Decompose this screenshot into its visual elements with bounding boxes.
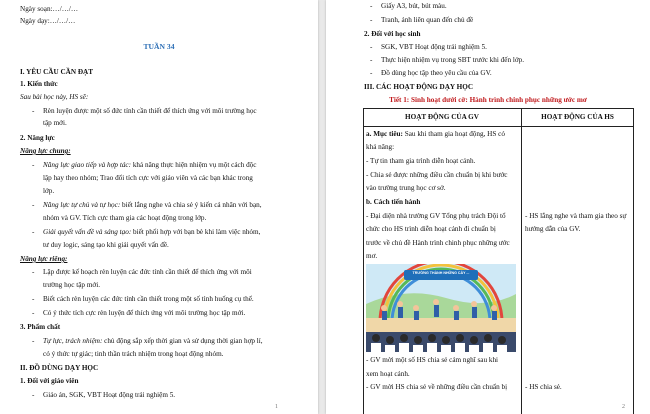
procedure-line-4: mơ. [366, 252, 378, 260]
procedure-line-3: trước về chủ đề Hành trình chinh phục những ước [366, 239, 510, 247]
student-item-3: Đồ dùng học tập theo yêu cầu của GV. [381, 69, 492, 77]
specific-item-3: Có ý thức tích cực rèn luyện để thích ứng với môi trường học tập mới. [43, 309, 246, 317]
competence-item-3-cont: tư duy logic, sáng tạo khi giải quyết vấn đề. [43, 241, 169, 249]
bullet-dash: - [32, 228, 35, 236]
procedure-heading: b. Cách tiến hành [366, 198, 421, 206]
procedure-line-6: xem hoạt cảnh. [366, 370, 410, 378]
school-stage-illustration [366, 264, 516, 352]
student-item-1: SGK, VBT Hoạt động trải nghiệm 5. [381, 43, 487, 51]
student-activity-2: - HS chia sẻ. [525, 383, 562, 391]
bullet-dash: - [32, 107, 35, 115]
bullet-dash: - [370, 56, 373, 64]
table-border-right [633, 108, 634, 414]
table-border-top [363, 108, 634, 109]
procedure-line-7: - GV mời HS chia sẻ về những điều cần chuẩn bị [366, 383, 508, 391]
competence-item-2-cont: nhóm và GV. Tích cực tham gia các hoạt động trong lớp. [43, 214, 207, 222]
table-header-divider [363, 126, 634, 127]
specific-competence-label: Năng lực riêng: [20, 255, 68, 263]
objective-line-5: vào trường trung học cơ sở. [366, 184, 446, 192]
heading-teacher: 1. Đối với giáo viên [20, 377, 79, 385]
bullet-dash: - [32, 295, 35, 303]
specific-item-2: Biết cách rèn luyện các đức tính cần thiết trong một số tình huống cụ thể. [43, 295, 254, 303]
section-1-title: I. YÊU CẦU CẦN ĐẠT [20, 68, 94, 76]
document-page-1 [0, 0, 318, 414]
heading-knowledge: 1. Kiến thức [20, 80, 58, 88]
heading-student: 2. Đối với học sinh [364, 30, 421, 38]
section-3-title: III. CÁC HOẠT ĐỘNG DẠY HỌC [364, 83, 474, 91]
procedure-line-2: chức cho HS trình diễn hoạt cảnh đi chuẩn bị [366, 225, 496, 233]
general-competence-label: Năng lực chung: [20, 147, 71, 155]
procedure-line-5: - GV mời một số HS chia sẻ cảm nghĩ sau khi [366, 356, 499, 364]
page-number: 2 [622, 404, 625, 410]
knowledge-intro: Sau bài học này, HS sẽ: [20, 93, 89, 101]
specific-item-1-cont: trường học tập mới. [43, 281, 101, 289]
student-item-2: Thực hiện nhiệm vụ trong SBT trước khi đến lớp. [381, 56, 525, 64]
table-border-left [363, 108, 364, 414]
competence-item-2: Năng lực tự chủ và tự học: biết lắng nghe và chia sẻ ý kiến cá nhân với bạn, [43, 201, 262, 209]
bullet-dash: - [32, 201, 35, 209]
heading-qualities: 3. Phẩm chất [20, 323, 61, 331]
student-activity-1-cont: hướng dẫn của GV. [525, 225, 581, 233]
competence-item-3: Giải quyết vấn đề và sáng tạo: biết phối hợp với bạn bè khi làm việc nhóm, [43, 228, 261, 236]
illustration-banner-text: TRƯỜNG THÀNH NHỮNG CÂY ... [412, 271, 470, 275]
lesson-title: Tiết 1: Sinh hoạt dưới cờ: Hành trình chinh phục những ước mơ [389, 96, 587, 104]
knowledge-item: Rèn luyện được một số đức tính cần thiết để thích ứng với môi trường học [43, 107, 257, 115]
objective-line-2: khả năng: [366, 143, 395, 151]
quality-item: Tự lực, trách nhiệm: chủ động sắp xếp thời gian và sử dụng thời gian hợp lí, [43, 337, 263, 345]
teacher-item-2: Giấy A3, bút, bút màu. [381, 2, 447, 10]
student-activity-1: - HS lắng nghe và tham gia theo sự [525, 212, 627, 220]
section-2-title: II. ĐỒ DÙNG DẠY HỌC [20, 364, 99, 372]
document-page-2 [326, 0, 650, 414]
date-prepared: Ngày soạn:…/…/… [20, 5, 79, 13]
competence-item-1: Năng lực giao tiếp và hợp tác: khả năng thực hiện nhiệm vụ một cách độc [43, 161, 257, 169]
page-number: 1 [275, 404, 278, 410]
bullet-dash: - [32, 391, 35, 399]
competence-item-1-cont: lập hay theo nhóm; Trao đổi tích cực với giáo viên và các bạn khác trong [43, 174, 253, 182]
bullet-dash: - [32, 268, 35, 276]
teacher-item: Giáo án, SGK, VBT Hoạt động trải nghiệm 5. [43, 391, 176, 399]
table-column-divider [521, 108, 522, 414]
table-header-student: HOẠT ĐỘNG CỦA HS [541, 113, 614, 121]
bullet-dash: - [370, 43, 373, 51]
teacher-item-3: Tranh, ảnh liên quan đến chủ đề [381, 16, 474, 24]
competence-item-1-cont2: lớp. [43, 187, 55, 195]
heading-competence: 2. Năng lực [20, 134, 55, 142]
objective-line-4: - Chia sẻ được những điều cần chuẩn bị khi bước [366, 171, 508, 179]
bullet-dash: - [370, 2, 373, 10]
bullet-dash: - [32, 309, 35, 317]
date-taught: Ngày dạy:…/…/… [20, 17, 76, 25]
bullet-dash: - [370, 69, 373, 77]
specific-item-1: Lập được kế hoạch rèn luyện các đức tính cần thiết để thích ứng với môi [43, 268, 252, 276]
objective-line: a. Mục tiêu: Sau khi tham gia hoạt động, HS có [366, 130, 505, 138]
objective-line-3: - Tự tin tham gia trình diễn hoạt cảnh. [366, 157, 476, 165]
bullet-dash: - [32, 161, 35, 169]
bullet-dash: - [370, 16, 373, 24]
table-header-teacher: HOẠT ĐỘNG CỦA GV [405, 113, 479, 121]
procedure-line-1: - Đại diện nhà trường GV Tổng phụ trách Đội tổ [366, 212, 506, 220]
knowledge-item-cont: tập mới. [43, 119, 67, 127]
quality-item-cont: có ý thức tự giác; tinh thần trách nhiệm trong hoạt động nhóm. [43, 350, 224, 358]
bullet-dash: - [32, 337, 35, 345]
week-title: TUẦN 34 [143, 42, 175, 51]
